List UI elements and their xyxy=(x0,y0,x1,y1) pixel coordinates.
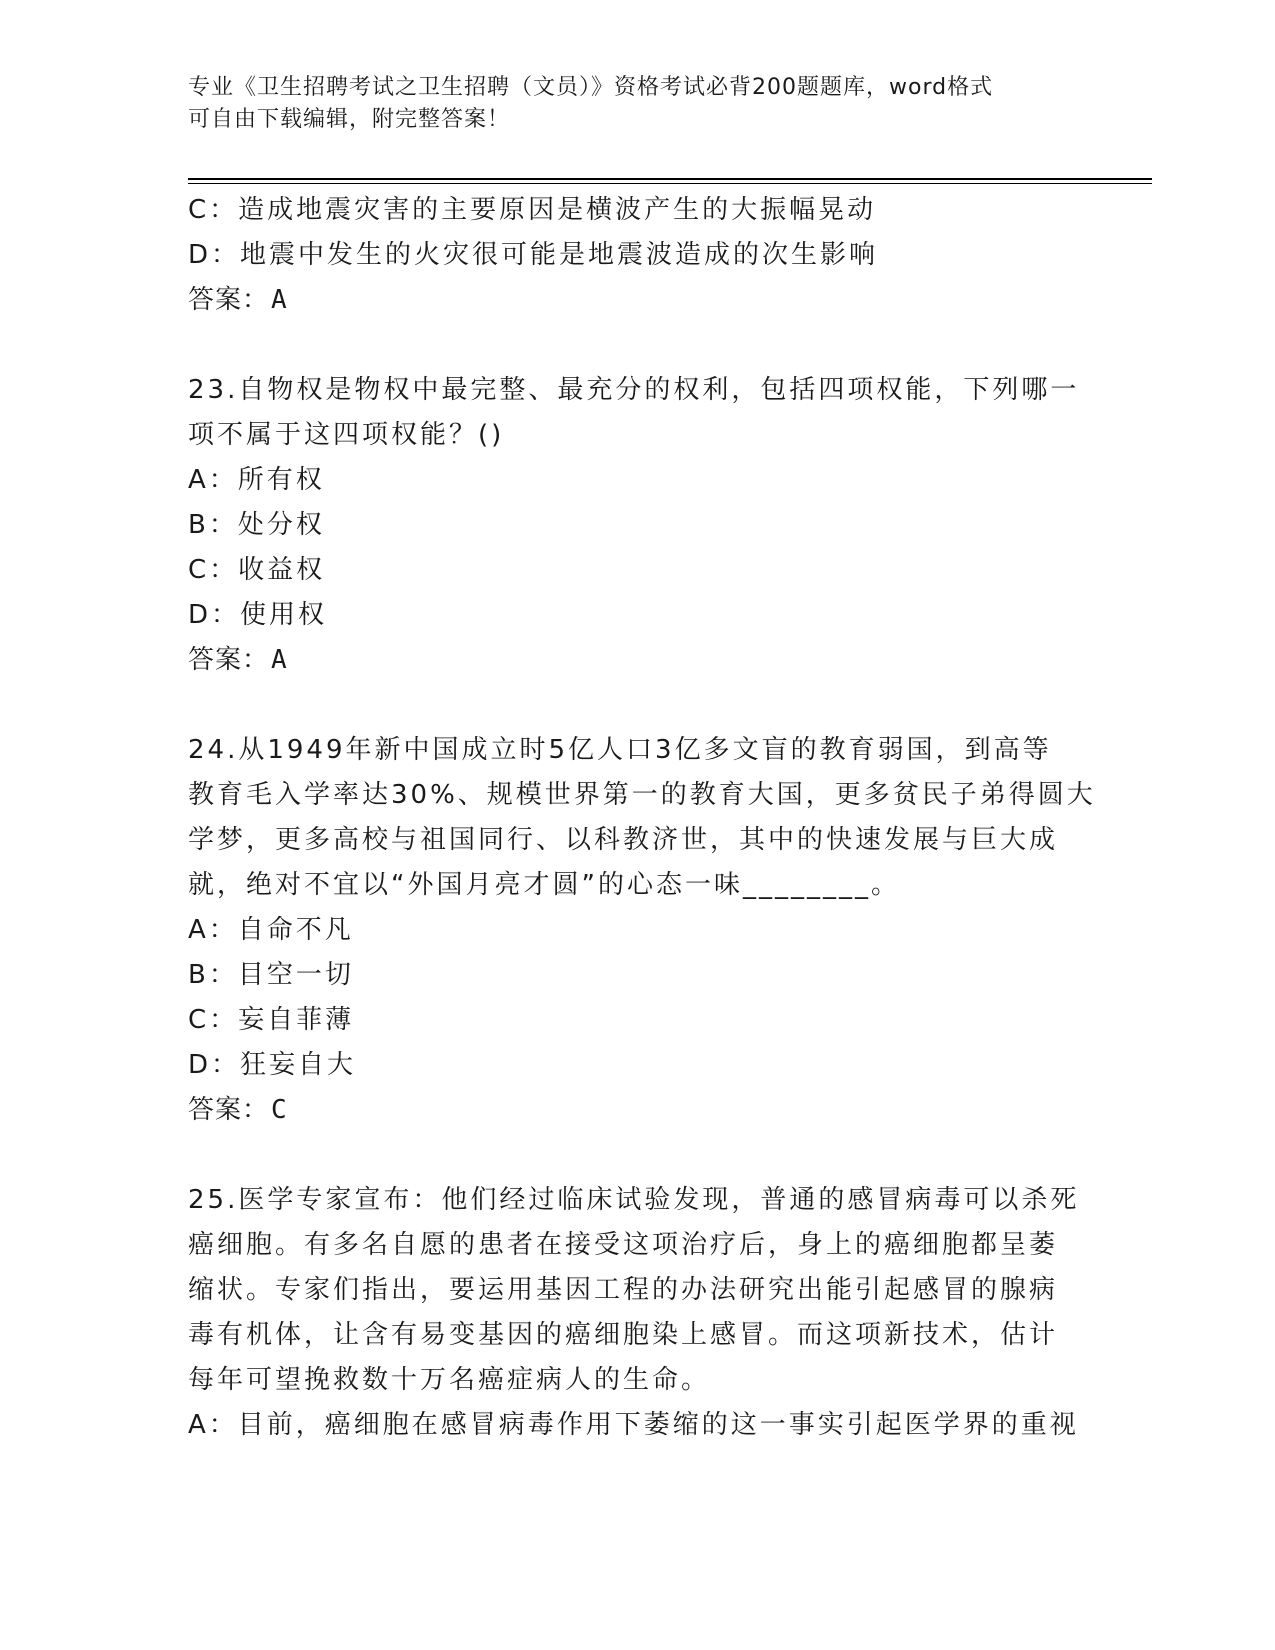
q23-option-c: C：收益权 xyxy=(188,555,326,585)
q23-stem-line-2: 项不属于这四项权能？() xyxy=(188,420,505,450)
header-divider-thin xyxy=(188,183,1152,184)
question-25 xyxy=(188,1178,1088,1448)
q24-answer xyxy=(188,1088,1088,1133)
q23-answer-value: A xyxy=(271,645,288,675)
q24-option-a: A：自命不凡 xyxy=(188,915,354,945)
q24-option-d: D：狂妄自大 xyxy=(188,1050,357,1080)
q25-stem-line-5: 每年可望挽救数十万名癌症病人的生命。 xyxy=(188,1365,711,1395)
question-23 xyxy=(188,368,1088,683)
header-title-line-1: 专业《卫生招聘考试之卫生招聘（文员）》资格考试必背200题题库，word格式 xyxy=(188,75,994,100)
q22-option-d: D：地震中发生的火灾很可能是地震波造成的次生影响 xyxy=(188,240,879,270)
q23-option-d: D：使用权 xyxy=(188,600,328,630)
page-header xyxy=(188,72,1088,136)
q25-option-a: A：目前，癌细胞在感冒病毒作用下萎缩的这一事实引起医学界的重视 xyxy=(188,1410,1079,1440)
q24-stem-line-4: 就，绝对不宜以“外国月亮才圆”的心态一味________。 xyxy=(188,870,900,900)
q25-stem-line-1: 25.医学专家宣布：他们经过临床试验发现，普通的感冒病毒可以杀死 xyxy=(188,1185,1080,1215)
q22-answer-value: A xyxy=(271,285,288,315)
q23-option-a: A：所有权 xyxy=(188,465,325,495)
q24-stem-line-2: 教育毛入学率达30%、规模世界第一的教育大国，更多贫民子弟得圆大 xyxy=(188,780,1096,810)
q24-stem-line-1: 24.从1949年新中国成立时5亿人口3亿多文盲的教育弱国，到高等 xyxy=(188,735,1052,765)
header-title-line-2: 可自由下载编辑，附完整答案！ xyxy=(188,107,511,132)
q23-stem-line-1: 23.自物权是物权中最完整、最充分的权利，包括四项权能，下列哪一 xyxy=(188,375,1080,405)
q24-answer-label: 答案： xyxy=(188,1095,270,1125)
question-22 xyxy=(188,188,1088,323)
question-list xyxy=(188,188,1096,1448)
q24-answer-value: C xyxy=(271,1095,288,1125)
q24-option-b: B：目空一切 xyxy=(188,960,354,990)
q23-answer-label: 答案： xyxy=(188,645,270,675)
q23-answer xyxy=(188,638,1088,683)
header-divider-thick xyxy=(188,178,1152,180)
q23-option-b: B：处分权 xyxy=(188,510,325,540)
q25-stem-line-2: 癌细胞。有多名自愿的患者在接受这项治疗后，身上的癌细胞都呈萎 xyxy=(188,1230,1059,1260)
q22-option-c: C：造成地震灾害的主要原因是横波产生的大振幅晃动 xyxy=(188,195,877,225)
q25-stem-line-4: 毒有机体，让含有易变基因的癌细胞染上感冒。而这项新技术，估计 xyxy=(188,1320,1059,1350)
q22-answer xyxy=(188,278,1088,323)
q25-stem-line-3: 缩状。专家们指出，要运用基因工程的办法研究出能引起感冒的腺病 xyxy=(188,1275,1059,1305)
q24-stem-line-3: 学梦，更多高校与祖国同行、以科教济世，其中的快速发展与巨大成 xyxy=(188,825,1059,855)
q22-answer-label: 答案： xyxy=(188,285,270,315)
q24-option-c: C：妄自菲薄 xyxy=(188,1005,355,1035)
question-24 xyxy=(188,728,1096,1133)
